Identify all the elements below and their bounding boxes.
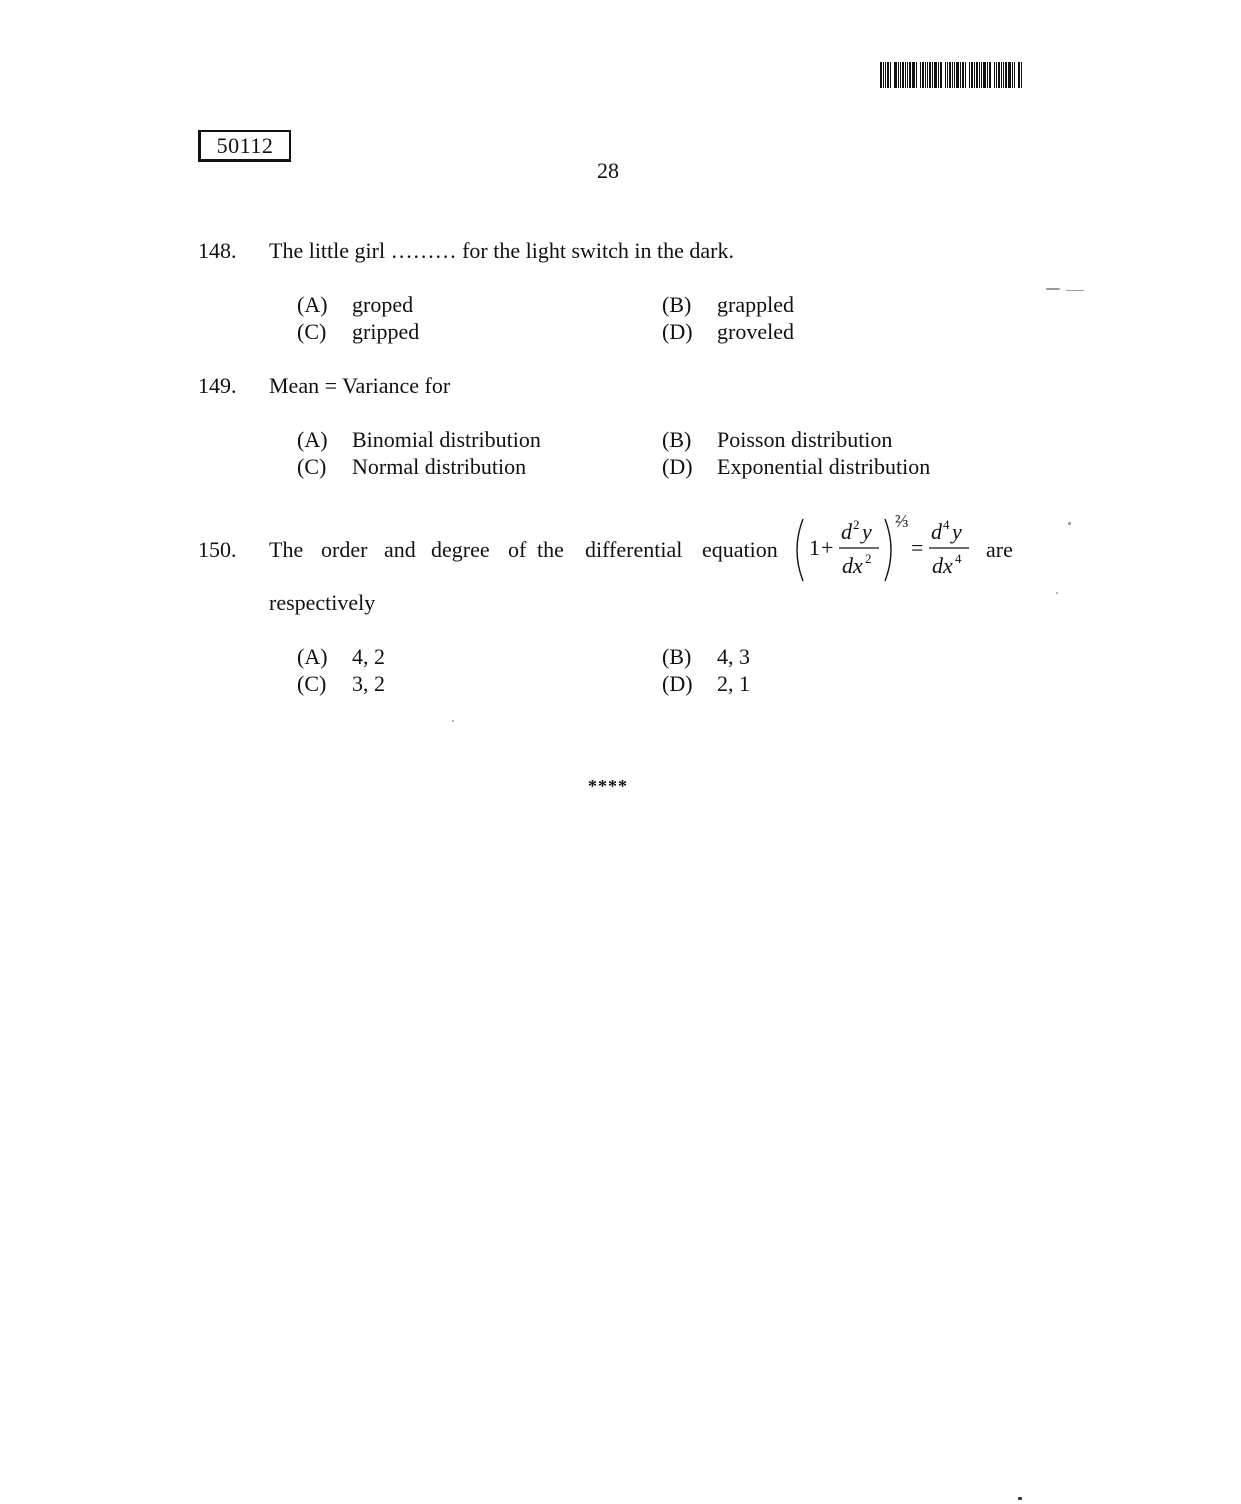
scan-speck [1068, 522, 1071, 525]
question-150 [198, 511, 1028, 711]
option-c [297, 454, 526, 480]
question-word: the [537, 537, 564, 562]
question-word: and [384, 537, 416, 562]
question-text: Mean = Variance for [269, 373, 451, 398]
barcode-bar [994, 62, 995, 88]
barcode-bar [938, 62, 939, 88]
barcode-bar [1008, 62, 1011, 88]
paper-code-box: 50112 [198, 130, 291, 162]
barcode-bar [960, 62, 961, 88]
left-paren [797, 519, 803, 581]
question-word: are [986, 537, 1013, 562]
barcode-bar [954, 62, 955, 88]
barcode-bar [932, 62, 933, 88]
lhs-den: dx [842, 553, 863, 578]
option-d [662, 454, 930, 480]
option-text: 3, 2 [352, 671, 385, 696]
option-text: groveled [717, 319, 794, 344]
option-label: (C) [297, 454, 327, 479]
barcode-bar [976, 62, 978, 88]
barcode-bar [987, 62, 988, 88]
option-text: 4, 2 [352, 644, 385, 669]
option-label: (A) [297, 644, 328, 669]
scan-speck [1056, 592, 1058, 594]
barcode-bar [929, 62, 931, 88]
barcode-bar [885, 62, 886, 88]
barcode-bar [998, 62, 1000, 88]
option-text: gripped [352, 319, 420, 344]
option-d [662, 671, 750, 697]
scan-speck [1018, 1497, 1022, 1500]
barcode-bar [979, 62, 980, 88]
option-b [662, 427, 892, 453]
barcode-bar [945, 62, 946, 88]
barcode-bar [1001, 62, 1002, 88]
barcode-bar [890, 62, 891, 88]
barcode-bar [894, 62, 897, 88]
rhs-num-exp: 4 [943, 517, 950, 532]
option-text: Binomial distribution [352, 427, 541, 452]
barcode-bar [996, 62, 997, 88]
barcode-bar [981, 62, 982, 88]
barcode-bar [912, 62, 915, 88]
option-a [297, 427, 541, 453]
question-text-line [269, 511, 1019, 601]
option-b [662, 644, 750, 670]
barcode-bar [1018, 62, 1020, 88]
option-d [662, 319, 794, 345]
barcode-bar [905, 62, 906, 88]
barcode-bar [1003, 62, 1004, 88]
question-word: differential [585, 537, 683, 562]
option-label: (D) [662, 671, 693, 696]
lhs-num: d [841, 519, 852, 544]
eq-power: ⅔ [895, 511, 909, 531]
barcode-bar [956, 62, 959, 88]
barcode-bar [925, 62, 926, 88]
lhs-den-exp: 2 [865, 551, 872, 566]
question-number: 149. [198, 373, 237, 398]
barcode-bar [934, 62, 937, 88]
barcode-bar [916, 62, 917, 88]
barcode-bar [880, 62, 882, 88]
eq-one: 1 [809, 535, 820, 560]
question-number: 148. [198, 238, 237, 263]
barcode-bar [920, 62, 921, 88]
barcode-bar [940, 62, 942, 88]
barcode-bar [1021, 62, 1022, 88]
option-label: (B) [662, 292, 692, 317]
barcode-bar [898, 62, 899, 88]
end-mark: **** [588, 776, 628, 796]
rhs-den: dx [932, 553, 953, 578]
barcode-bar [989, 62, 991, 88]
barcode-bar [965, 62, 966, 88]
question-text: The little girl ……… for the light switch in the dark. [269, 238, 734, 263]
right-paren [885, 519, 891, 581]
rhs-num: d [931, 519, 942, 544]
lhs-num-exp: 2 [853, 517, 860, 532]
eq-plus: + [821, 535, 834, 560]
option-text: Exponential distribution [717, 454, 931, 479]
option-text: Normal distribution [352, 454, 527, 479]
barcode-bar [952, 62, 953, 88]
barcode-bar [902, 62, 904, 88]
barcode-bar [974, 62, 975, 88]
differential-equation [789, 507, 979, 593]
question-number: 150. [198, 537, 237, 562]
option-label: (A) [297, 292, 328, 317]
barcode-bar [883, 62, 884, 88]
barcode-bar [1012, 62, 1013, 88]
scan-speck [1066, 290, 1084, 291]
barcode-bar [947, 62, 948, 88]
rhs-num-var: y [952, 519, 962, 544]
barcode-bar [909, 62, 911, 88]
option-label: (B) [662, 427, 692, 452]
page-number: 28 [597, 158, 619, 183]
scan-speck [1046, 288, 1060, 290]
lhs-num-var: y [862, 519, 872, 544]
barcode-bar [971, 62, 973, 88]
option-label: (D) [662, 454, 693, 479]
option-label: (A) [297, 427, 328, 452]
barcode-bar [969, 62, 970, 88]
question-word: degree [431, 537, 490, 562]
option-label: (C) [297, 319, 327, 344]
question-word: The [269, 537, 304, 562]
option-b [662, 292, 794, 318]
barcode-bar [922, 62, 924, 88]
option-label: (D) [662, 319, 693, 344]
option-a [297, 292, 413, 318]
question-text-line2: respectively [269, 590, 376, 615]
option-c [297, 671, 385, 697]
option-text: grappled [717, 292, 794, 317]
option-text: 4, 3 [717, 644, 750, 669]
barcode-bar [1014, 62, 1015, 88]
rhs-den-exp: 4 [955, 551, 962, 566]
eq-equals: = [911, 535, 924, 560]
option-text: groped [352, 292, 414, 317]
option-c [297, 319, 419, 345]
question-word: order [321, 537, 368, 562]
scan-speck [452, 720, 454, 722]
barcode-bar [927, 62, 928, 88]
barcode-bar [949, 62, 951, 88]
barcode-bar [887, 62, 889, 88]
option-label: (C) [297, 671, 327, 696]
question-word: equation [702, 537, 778, 562]
barcode-bar [907, 62, 908, 88]
option-text: Poisson distribution [717, 427, 893, 452]
barcode-bar [1005, 62, 1007, 88]
barcode [880, 62, 1036, 88]
barcode-bar [962, 62, 964, 88]
question-word: of [508, 537, 527, 562]
option-text: 2, 1 [717, 671, 750, 696]
barcode-bar [900, 62, 901, 88]
option-label: (B) [662, 644, 692, 669]
option-a [297, 644, 385, 670]
barcode-bar [983, 62, 986, 88]
